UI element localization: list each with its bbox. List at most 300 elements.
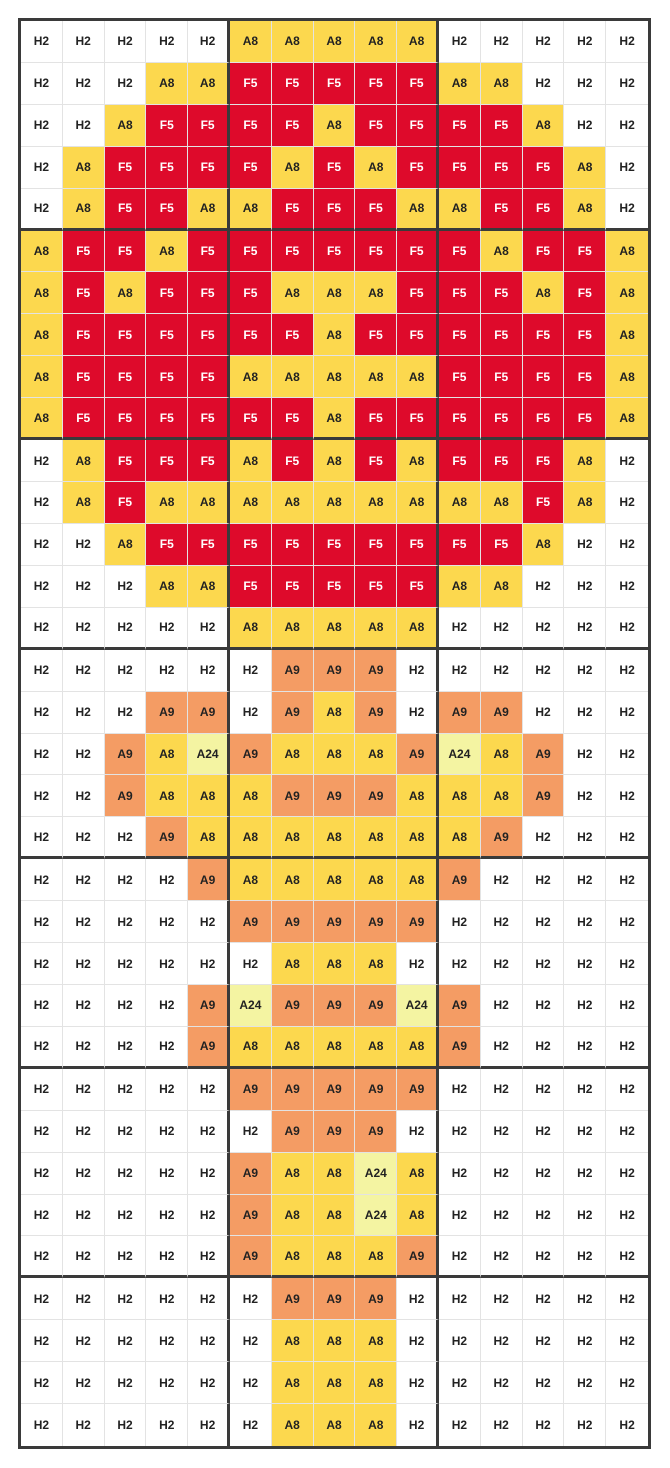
grid-cell: A8 xyxy=(397,1027,439,1069)
grid-cell: A8 xyxy=(314,692,356,734)
grid-cell: H2 xyxy=(146,1278,188,1320)
grid-cell: H2 xyxy=(146,21,188,63)
grid-cell: F5 xyxy=(355,398,397,440)
grid-cell: H2 xyxy=(606,105,648,147)
grid-cell: A9 xyxy=(230,1195,272,1237)
grid-cell: H2 xyxy=(146,1153,188,1195)
grid-cell: A8 xyxy=(397,440,439,482)
grid-cell: H2 xyxy=(105,859,147,901)
grid-cell: H2 xyxy=(21,189,63,231)
grid-cell: H2 xyxy=(439,1153,481,1195)
grid-cell: A8 xyxy=(230,775,272,817)
grid-cell: A8 xyxy=(523,524,565,566)
grid-cell: H2 xyxy=(21,1069,63,1111)
grid-cell: H2 xyxy=(606,63,648,105)
grid-cell: A8 xyxy=(230,859,272,901)
grid-cell: H2 xyxy=(188,21,230,63)
grid-cell: H2 xyxy=(21,440,63,482)
grid-cell: H2 xyxy=(230,1278,272,1320)
grid-cell: F5 xyxy=(105,231,147,273)
grid-cell: H2 xyxy=(146,1320,188,1362)
grid-cell: A8 xyxy=(355,1027,397,1069)
grid-cell: H2 xyxy=(439,1236,481,1278)
grid-cell: H2 xyxy=(439,1111,481,1153)
grid-cell: A8 xyxy=(146,63,188,105)
grid-cell: H2 xyxy=(146,650,188,692)
grid-cell: H2 xyxy=(146,1111,188,1153)
grid-cell: H2 xyxy=(105,21,147,63)
grid-cell: A8 xyxy=(523,105,565,147)
grid-cell: H2 xyxy=(606,524,648,566)
grid-cell: F5 xyxy=(564,356,606,398)
grid-cell: F5 xyxy=(439,147,481,189)
grid-cell: H2 xyxy=(606,985,648,1027)
grid-cell: H2 xyxy=(105,1362,147,1404)
grid-cell: H2 xyxy=(523,1195,565,1237)
grid-cell: H2 xyxy=(606,650,648,692)
grid-cell: H2 xyxy=(63,817,105,859)
grid-cell: H2 xyxy=(564,1362,606,1404)
grid-cell: A8 xyxy=(314,1362,356,1404)
grid-cell: A8 xyxy=(21,231,63,273)
grid-cell: A8 xyxy=(355,356,397,398)
grid-cell: F5 xyxy=(355,231,397,273)
grid-cell: H2 xyxy=(146,985,188,1027)
grid-cell: H2 xyxy=(21,63,63,105)
grid-cell: H2 xyxy=(146,943,188,985)
grid-cell: H2 xyxy=(21,1278,63,1320)
grid-cell: A8 xyxy=(272,1362,314,1404)
grid-cell: A9 xyxy=(314,1069,356,1111)
grid-cell: H2 xyxy=(21,1153,63,1195)
grid-cell: H2 xyxy=(606,1236,648,1278)
grid-cell: A8 xyxy=(355,1404,397,1446)
grid-cell: H2 xyxy=(63,1362,105,1404)
grid-cell: H2 xyxy=(606,440,648,482)
grid-cell: H2 xyxy=(63,1236,105,1278)
grid-cell: H2 xyxy=(105,566,147,608)
grid-cell: A8 xyxy=(355,608,397,650)
grid-cell: H2 xyxy=(481,650,523,692)
grid-cell: H2 xyxy=(606,21,648,63)
grid-cell: F5 xyxy=(272,105,314,147)
grid-cell: A8 xyxy=(63,482,105,524)
grid-cell: F5 xyxy=(272,566,314,608)
grid-cell: H2 xyxy=(21,105,63,147)
grid-cell: H2 xyxy=(188,1362,230,1404)
grid-cell: H2 xyxy=(606,147,648,189)
grid-cell: A9 xyxy=(397,1236,439,1278)
grid-cell: H2 xyxy=(564,1320,606,1362)
grid-cell: A8 xyxy=(481,775,523,817)
grid-cell: A8 xyxy=(272,859,314,901)
grid-cell: H2 xyxy=(564,985,606,1027)
grid-cell: F5 xyxy=(439,272,481,314)
grid-cell: F5 xyxy=(230,231,272,273)
grid-cell: F5 xyxy=(355,189,397,231)
grid-cell: H2 xyxy=(63,1278,105,1320)
grid-cell: H2 xyxy=(439,1362,481,1404)
grid-cell: A8 xyxy=(314,356,356,398)
grid-cell: A8 xyxy=(397,356,439,398)
grid-cell: H2 xyxy=(146,1404,188,1446)
grid-cell: H2 xyxy=(439,608,481,650)
grid-cell: F5 xyxy=(355,566,397,608)
grid-cell: H2 xyxy=(523,1111,565,1153)
grid-cell: F5 xyxy=(63,272,105,314)
grid-cell: F5 xyxy=(105,398,147,440)
grid-cell: H2 xyxy=(105,1195,147,1237)
grid-cell: F5 xyxy=(397,272,439,314)
grid-cell: A8 xyxy=(397,189,439,231)
grid-cell: H2 xyxy=(481,1111,523,1153)
grid-cell: H2 xyxy=(63,985,105,1027)
grid-cell: F5 xyxy=(272,398,314,440)
grid-cell: H2 xyxy=(105,1027,147,1069)
grid-cell: H2 xyxy=(146,1027,188,1069)
grid-cell: A8 xyxy=(272,1236,314,1278)
grid-cell: A8 xyxy=(355,1236,397,1278)
grid-cell: H2 xyxy=(481,1027,523,1069)
grid-cell: F5 xyxy=(188,440,230,482)
grid-cell: H2 xyxy=(146,859,188,901)
grid-cell: A9 xyxy=(314,775,356,817)
grid-cell: H2 xyxy=(63,692,105,734)
grid-cell: H2 xyxy=(21,1111,63,1153)
grid-cell: H2 xyxy=(439,21,481,63)
grid-cell: A8 xyxy=(314,272,356,314)
grid-cell: A9 xyxy=(188,985,230,1027)
grid-cell: F5 xyxy=(397,398,439,440)
grid-cell: F5 xyxy=(63,314,105,356)
grid-cell: A8 xyxy=(481,482,523,524)
grid-cell: H2 xyxy=(606,692,648,734)
grid-cell: F5 xyxy=(355,105,397,147)
grid-cell: A9 xyxy=(397,734,439,776)
grid-cell: F5 xyxy=(230,105,272,147)
grid-cell: H2 xyxy=(21,1362,63,1404)
grid-cell: H2 xyxy=(21,147,63,189)
grid-cell: A9 xyxy=(439,859,481,901)
grid-cell: A9 xyxy=(146,817,188,859)
grid-cell: F5 xyxy=(188,231,230,273)
grid-cell: H2 xyxy=(63,650,105,692)
grid-cell: H2 xyxy=(188,1404,230,1446)
grid-cell: H2 xyxy=(63,1320,105,1362)
grid-cell: A8 xyxy=(355,943,397,985)
grid-cell: A8 xyxy=(314,1320,356,1362)
grid-cell: A8 xyxy=(188,189,230,231)
grid-cell: H2 xyxy=(606,859,648,901)
grid-cell: F5 xyxy=(230,147,272,189)
grid-cell: H2 xyxy=(481,21,523,63)
grid-cell: H2 xyxy=(606,482,648,524)
grid-cell: H2 xyxy=(564,63,606,105)
grid-cell: H2 xyxy=(21,650,63,692)
grid-cell: A8 xyxy=(397,1195,439,1237)
grid-cell: H2 xyxy=(63,775,105,817)
grid-cell: A9 xyxy=(230,1153,272,1195)
grid-cell: H2 xyxy=(188,1320,230,1362)
grid-cell: H2 xyxy=(397,1111,439,1153)
grid-cell: F5 xyxy=(523,398,565,440)
grid-cell: A8 xyxy=(523,272,565,314)
grid-cell: H2 xyxy=(188,1069,230,1111)
grid-cell: A8 xyxy=(314,21,356,63)
grid-cell: A8 xyxy=(481,63,523,105)
grid-cell: H2 xyxy=(564,608,606,650)
grid-cell: F5 xyxy=(272,189,314,231)
grid-cell: A8 xyxy=(439,482,481,524)
grid-cell: H2 xyxy=(21,482,63,524)
grid-cell: A8 xyxy=(272,356,314,398)
grid-cell: F5 xyxy=(439,105,481,147)
grid-cell: H2 xyxy=(146,901,188,943)
grid-cell: H2 xyxy=(523,1236,565,1278)
grid-cell: F5 xyxy=(146,105,188,147)
grid-cell: H2 xyxy=(188,943,230,985)
grid-cell: H2 xyxy=(606,775,648,817)
grid-cell: H2 xyxy=(21,734,63,776)
grid-cell: A24 xyxy=(188,734,230,776)
grid-cell: H2 xyxy=(564,901,606,943)
grid-cell: A8 xyxy=(188,817,230,859)
grid-cell: H2 xyxy=(397,1278,439,1320)
grid-cell: A8 xyxy=(564,482,606,524)
grid-cell: H2 xyxy=(21,566,63,608)
grid-cell: A8 xyxy=(314,482,356,524)
grid-cell: H2 xyxy=(564,1069,606,1111)
grid-cell: F5 xyxy=(397,314,439,356)
grid-cell: H2 xyxy=(523,1404,565,1446)
grid-cell: F5 xyxy=(397,63,439,105)
grid-cell: H2 xyxy=(21,817,63,859)
grid-cell: H2 xyxy=(564,1236,606,1278)
grid-cell: F5 xyxy=(355,524,397,566)
grid-cell: F5 xyxy=(188,147,230,189)
grid-cell: A8 xyxy=(272,1027,314,1069)
grid-cell: A8 xyxy=(146,566,188,608)
grid-cell: A9 xyxy=(272,1069,314,1111)
grid-cell: H2 xyxy=(63,943,105,985)
grid-cell: F5 xyxy=(105,440,147,482)
grid-cell: A8 xyxy=(397,482,439,524)
grid-cell: F5 xyxy=(439,356,481,398)
grid-cell: A9 xyxy=(439,985,481,1027)
grid-cell: H2 xyxy=(606,1362,648,1404)
grid-cell: H2 xyxy=(105,650,147,692)
grid-cell: F5 xyxy=(481,398,523,440)
grid-cell: A9 xyxy=(272,650,314,692)
grid-cell: H2 xyxy=(606,1278,648,1320)
grid-cell: H2 xyxy=(63,734,105,776)
grid-cell: H2 xyxy=(63,608,105,650)
grid-cell: H2 xyxy=(21,524,63,566)
grid-cell: F5 xyxy=(439,524,481,566)
grid-cell: H2 xyxy=(21,1320,63,1362)
grid-cell: A8 xyxy=(63,147,105,189)
grid-cell: A9 xyxy=(397,1069,439,1111)
grid-cell: H2 xyxy=(105,608,147,650)
grid-cell: H2 xyxy=(230,1404,272,1446)
grid-cell: H2 xyxy=(523,650,565,692)
grid-cell: H2 xyxy=(481,1404,523,1446)
grid-cell: F5 xyxy=(523,314,565,356)
grid-cell: F5 xyxy=(439,314,481,356)
grid-cell: H2 xyxy=(230,692,272,734)
grid-cell: H2 xyxy=(105,1111,147,1153)
grid-cell: H2 xyxy=(21,1195,63,1237)
grid-cell: A8 xyxy=(272,482,314,524)
grid-cell: H2 xyxy=(188,1195,230,1237)
grid-cell: H2 xyxy=(481,1153,523,1195)
grid-cell: F5 xyxy=(272,314,314,356)
grid-cell: A9 xyxy=(105,775,147,817)
grid-cell: A9 xyxy=(272,692,314,734)
grid-cell: F5 xyxy=(230,63,272,105)
grid-cell: H2 xyxy=(523,817,565,859)
grid-cell: H2 xyxy=(105,692,147,734)
grid-cell: H2 xyxy=(523,859,565,901)
grid-cell: A8 xyxy=(397,1153,439,1195)
grid-cell: F5 xyxy=(272,231,314,273)
grid-cell: A9 xyxy=(230,1236,272,1278)
grid-cell: F5 xyxy=(355,63,397,105)
grid-cell: F5 xyxy=(230,272,272,314)
grid-cell: H2 xyxy=(63,524,105,566)
grid-cell: A8 xyxy=(188,482,230,524)
grid-cell: H2 xyxy=(146,1195,188,1237)
grid-cell: H2 xyxy=(21,1027,63,1069)
grid-cell: A8 xyxy=(355,272,397,314)
grid-cell: H2 xyxy=(523,985,565,1027)
grid-cell: A8 xyxy=(230,21,272,63)
grid-cell: A8 xyxy=(355,21,397,63)
grid-cell: A8 xyxy=(397,859,439,901)
grid-cell: H2 xyxy=(146,608,188,650)
grid-cell: H2 xyxy=(397,650,439,692)
grid-cell: A9 xyxy=(523,775,565,817)
grid-cell: A8 xyxy=(272,734,314,776)
grid-cell: F5 xyxy=(397,147,439,189)
grid-cell: A8 xyxy=(606,314,648,356)
grid-cell: H2 xyxy=(481,1195,523,1237)
grid-cell: H2 xyxy=(21,859,63,901)
grid-cell: A24 xyxy=(355,1195,397,1237)
grid-cell: F5 xyxy=(105,147,147,189)
grid-cell: A8 xyxy=(272,21,314,63)
grid-cell: H2 xyxy=(439,1320,481,1362)
grid-cell: A9 xyxy=(272,775,314,817)
grid-cell: A9 xyxy=(481,817,523,859)
grid-cell: F5 xyxy=(481,440,523,482)
grid-cell: F5 xyxy=(564,231,606,273)
grid-cell: A8 xyxy=(606,272,648,314)
grid-cell: H2 xyxy=(188,608,230,650)
grid-cell: H2 xyxy=(21,692,63,734)
grid-cell: A8 xyxy=(272,1404,314,1446)
grid-cell: F5 xyxy=(355,314,397,356)
grid-cell: H2 xyxy=(230,1320,272,1362)
grid-cell: F5 xyxy=(397,231,439,273)
grid-cell: H2 xyxy=(105,985,147,1027)
grid-cell: A9 xyxy=(272,985,314,1027)
grid-cell: F5 xyxy=(523,482,565,524)
grid-cell: A8 xyxy=(439,775,481,817)
grid-cell: H2 xyxy=(397,1404,439,1446)
grid-cell: A8 xyxy=(188,566,230,608)
grid-cell: F5 xyxy=(481,189,523,231)
grid-cell: H2 xyxy=(21,21,63,63)
grid-cell: H2 xyxy=(606,1153,648,1195)
grid-cell: F5 xyxy=(314,147,356,189)
grid-cell: H2 xyxy=(397,1362,439,1404)
grid-cell: H2 xyxy=(21,901,63,943)
grid-cell: A8 xyxy=(355,1320,397,1362)
grid-cell: H2 xyxy=(188,901,230,943)
grid-cell: A9 xyxy=(481,692,523,734)
grid-cell: H2 xyxy=(564,1027,606,1069)
grid-cell: F5 xyxy=(105,482,147,524)
grid-cell: H2 xyxy=(63,21,105,63)
grid-cell: A8 xyxy=(355,859,397,901)
grid-cell: F5 xyxy=(314,63,356,105)
grid-cell: H2 xyxy=(564,105,606,147)
grid-cell: A9 xyxy=(188,859,230,901)
grid-cell: F5 xyxy=(355,440,397,482)
grid-cell: F5 xyxy=(397,524,439,566)
grid-cell: H2 xyxy=(564,1404,606,1446)
grid-cell: A8 xyxy=(355,817,397,859)
grid-cell: A9 xyxy=(439,1027,481,1069)
grid-cell: A8 xyxy=(314,314,356,356)
grid-cell: F5 xyxy=(146,189,188,231)
grid-cell: A8 xyxy=(21,398,63,440)
grid-cell: F5 xyxy=(188,524,230,566)
grid-cell: F5 xyxy=(314,189,356,231)
grid-cell: A8 xyxy=(606,231,648,273)
grid-cell: A8 xyxy=(481,734,523,776)
grid-cell: A8 xyxy=(397,817,439,859)
grid-cell: H2 xyxy=(523,1153,565,1195)
grid-cell: A9 xyxy=(355,901,397,943)
grid-cell: F5 xyxy=(188,314,230,356)
grid-cell: F5 xyxy=(188,356,230,398)
grid-cell: A9 xyxy=(355,650,397,692)
grid-cell: H2 xyxy=(63,1027,105,1069)
grid-cell: F5 xyxy=(439,398,481,440)
grid-cell: H2 xyxy=(606,901,648,943)
grid-cell: H2 xyxy=(63,1195,105,1237)
grid-cell: F5 xyxy=(481,272,523,314)
grid-cell: H2 xyxy=(439,901,481,943)
grid-cell: A8 xyxy=(314,1236,356,1278)
grid-cell: A8 xyxy=(314,1404,356,1446)
grid-cell: A8 xyxy=(481,231,523,273)
grid-cell: H2 xyxy=(21,608,63,650)
grid-cell: A8 xyxy=(314,398,356,440)
grid-cell: H2 xyxy=(63,566,105,608)
grid-cell: H2 xyxy=(606,1111,648,1153)
grid-cell: F5 xyxy=(188,105,230,147)
grid-cell: F5 xyxy=(146,272,188,314)
grid-cell: A9 xyxy=(355,1069,397,1111)
grid-cell: A8 xyxy=(230,189,272,231)
grid-cell: A8 xyxy=(272,1153,314,1195)
grid-cell: H2 xyxy=(564,817,606,859)
grid-cell: A8 xyxy=(105,105,147,147)
grid-cell: H2 xyxy=(105,817,147,859)
